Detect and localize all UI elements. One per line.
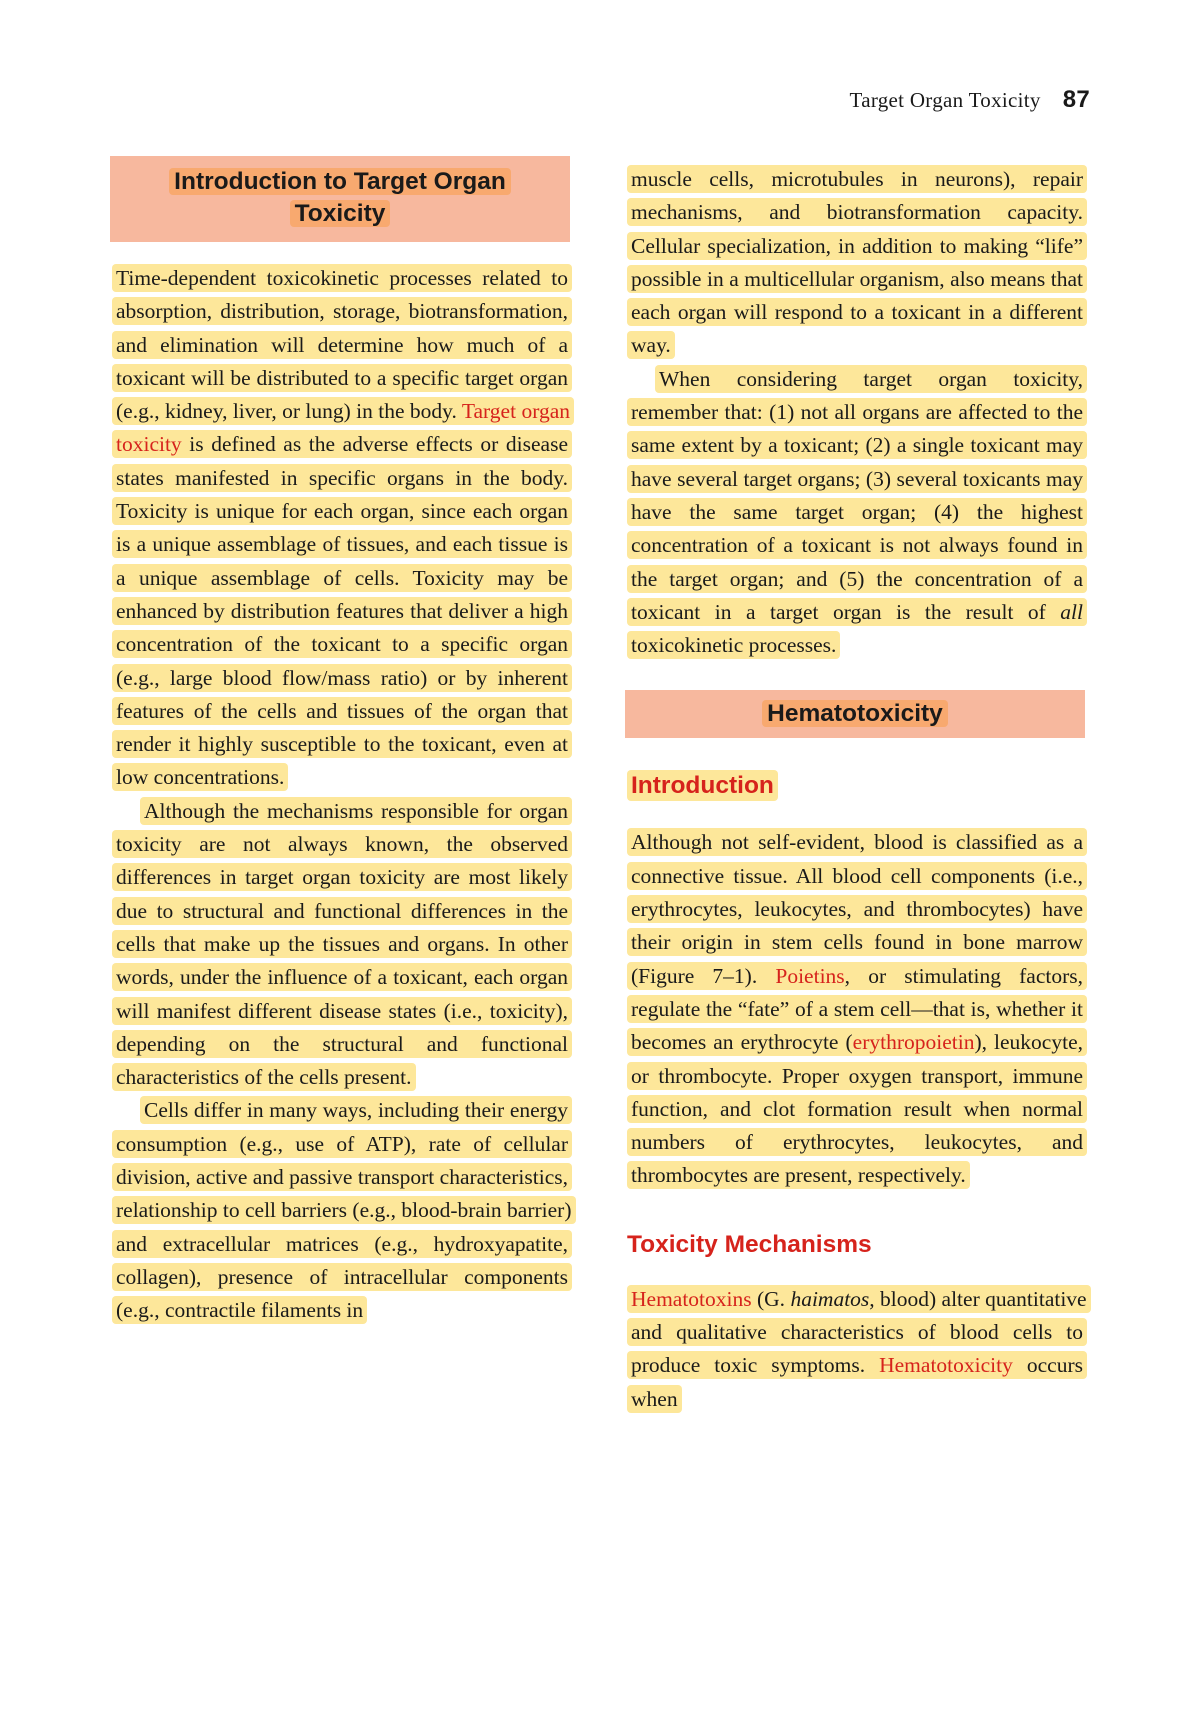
term-target-organ-toxicity: Target organ toxicity — [116, 399, 571, 457]
p-intro-text-b: , or stimulating factors, regulate the “fate” of a stem cell—that is, whether it becomes an erythrocyte ( — [631, 963, 1084, 1055]
term-erythropoietin: erythropoietin — [852, 1030, 975, 1055]
paragraph-continued — [627, 163, 1087, 363]
subheading-toxicity-mechanisms — [627, 1227, 1087, 1263]
p-intro-text-c: ), leukocyte, or thrombocyte. Proper oxygen transport, immune function, and clot formation result when normal numbers of erythrocytes, leukocytes, and thrombocytes are present, respectively. — [631, 1030, 1083, 1188]
paragraph-blood-intro — [627, 826, 1087, 1192]
p-intro-text-a: Although not self-evident, blood is classified as a connective tissue. All blood cell components (i.e., erythrocytes, leukocytes, and thrombocytes) have their origin in stem cells found in bone marrow (Figure 7–1). — [631, 830, 1083, 988]
subheading-introduction-text: Introduction — [627, 770, 778, 801]
page-number: 87 — [1062, 86, 1090, 113]
subheading-introduction — [627, 768, 1087, 804]
p-mech-text-b: blood) alter quantitative and qualitative characteristics of blood cells to produce toxic symptoms. — [631, 1286, 1087, 1378]
p3-text: Cells differ in many ways, including their energy consumption (e.g., use of ATP), rate of cellular division, active and passive transport characteristics, relationship to cell barriers (e.g., blood-brain barrier) and extracellular matrices (e.g., hydroxyapatite, collagen), presence of intracellular components (e.g., contractile filaments in — [112, 1096, 576, 1324]
running-head — [850, 86, 1090, 114]
section-title-line2: Toxicity — [290, 200, 391, 227]
paragraph-cells-differ — [112, 1094, 572, 1327]
p1-text-a: Time-dependent toxicokinetic processes related to absorption, distribution, storage, biotransformation, and elimination will determine how much of a toxicant will be distributed to a specific target organ (e.g., kidney, liver, or lung) in the body. — [116, 266, 568, 424]
paragraph-hematotoxins — [627, 1283, 1087, 1416]
p-mech-text-a: (G. — [751, 1286, 791, 1311]
section-title-line1: Introduction to Target Organ — [169, 168, 511, 195]
right-column — [627, 163, 1087, 1416]
section-heading-intro-target-organ — [110, 156, 570, 242]
p-list-text-a: When considering target organ toxicity, remember that: (1) not all organs are affected to the same extent by a toxicant; (2) a single toxicant may have several target organs; (3) several toxicants may have the same target organ; (4) the highest concentration of a toxicant is not always found in the target organ; and (5) the concentration of a toxicant in a target organ is the result of — [631, 366, 1083, 624]
p1-text-b: is defined as the adverse effects or disease states manifested in specific organs in the body. Toxicity is unique for each organ, since each organ is a unique assemblage of tissues, and each tissue is a unique assemblage of cells. Toxicity may be enhanced by distribution features that deliver a high concentration of the toxicant to a specific organ (e.g., large blood flow/mass ratio) or by inherent features of the cells and tissues of the organ that render it highly susceptible to the toxicant, even at low concentrations. — [116, 432, 568, 790]
term-hematotoxicity: Hematotoxicity — [879, 1353, 1013, 1378]
emphasis-all: all — [1060, 599, 1083, 624]
paragraph-toxicokinetic — [112, 262, 572, 795]
paragraph-considerations — [627, 363, 1087, 663]
p-list-text-b: toxicokinetic processes. — [631, 633, 837, 658]
p2-text: Although the mechanisms responsible for organ toxicity are not always known, the observed differences in target organ toxicity are most likely due to structural and functional differences in the cells that make up the tissues and organs. In other words, under the influence of a toxicant, each organ will manifest different disease states (i.e., toxicity), depending on the structural and functional characteristics of the cells present. — [112, 797, 572, 1091]
section-title-hematotoxicity: Hematotoxicity — [762, 700, 948, 727]
section-heading-hematotoxicity — [625, 690, 1085, 738]
subheading-toxicity-mechanisms-text: Toxicity Mechanisms — [627, 1230, 872, 1258]
p-mech-text-c: occurs when — [631, 1353, 1083, 1411]
p-cont-text: muscle cells, microtubules in neurons), repair mechanisms, and biotransformation capacity. Cellular specialization, in addition to making “life” possible in a multicellular organism, also means that each organ will respond to a toxicant in a different way. — [627, 165, 1087, 359]
emphasis-haimatos: haimatos, — [790, 1286, 875, 1311]
term-poietins: Poietins — [775, 963, 845, 988]
paragraph-mechanisms — [112, 795, 572, 1095]
term-hematotoxins: Hematotoxins — [631, 1286, 752, 1311]
left-column — [112, 156, 572, 1328]
running-head-title: Target Organ Toxicity — [849, 88, 1041, 112]
